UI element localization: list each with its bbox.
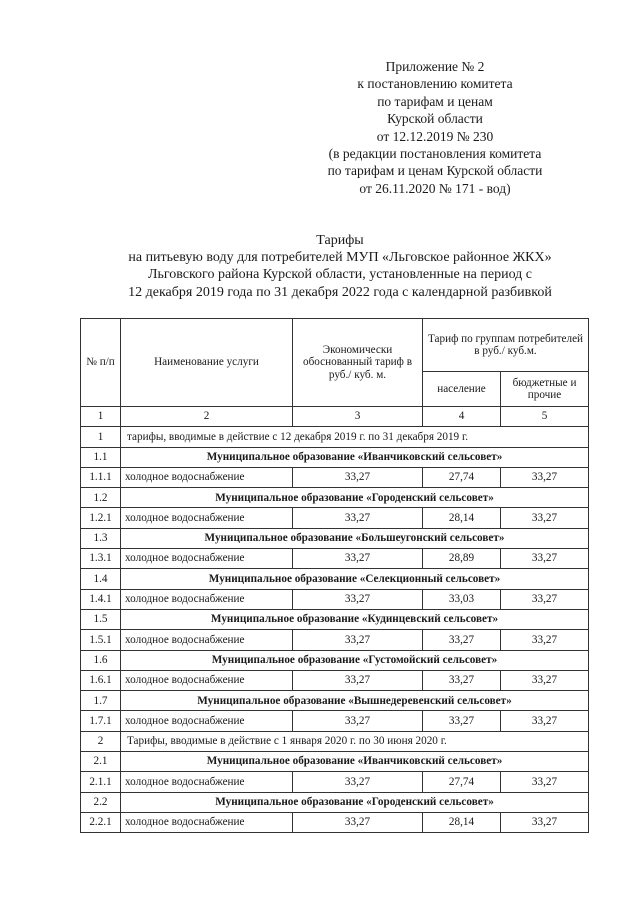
- title-line: Тарифы: [316, 233, 364, 248]
- budget-tariff-value: 33,27: [501, 812, 589, 832]
- column-number: 4: [423, 407, 501, 427]
- municipality-row: [81, 691, 589, 711]
- tariff-table: [80, 318, 589, 833]
- row-number: 1.3: [81, 528, 121, 548]
- table-row: [81, 630, 589, 650]
- row-number: 2: [81, 731, 121, 751]
- appendix-line: по тарифам и ценам Курской области: [327, 163, 543, 179]
- row-number: 2.1.1: [81, 772, 121, 792]
- document-title: [60, 232, 620, 301]
- municipality-row: [81, 792, 589, 812]
- municipality-name: Муниципальное образование «Селекционный сельсовет»: [121, 569, 589, 589]
- municipality-name: Муниципальное образование «Иванчиковский сельсовет»: [121, 752, 589, 772]
- table-row: [81, 508, 589, 528]
- row-number: 1.2.1: [81, 508, 121, 528]
- header-population: население: [423, 372, 501, 407]
- header-econ-tariff: Экономически обоснованный тариф в руб./ куб. м.: [293, 319, 423, 407]
- title-line: Льговского района Курской области, установленные на период с: [147, 267, 533, 283]
- appendix-line: от 26.11.2020 № 171 - вод): [359, 180, 511, 196]
- municipality-name: Муниципальное образование «Кудинцевский сельсовет»: [121, 609, 589, 629]
- budget-tariff-value: 33,27: [501, 670, 589, 690]
- service-name: холодное водоснабжение: [121, 467, 293, 487]
- population-tariff-value: 33,03: [423, 589, 501, 609]
- service-name: холодное водоснабжение: [121, 589, 293, 609]
- population-tariff-value: 33,27: [423, 630, 501, 650]
- service-name: холодное водоснабжение: [121, 711, 293, 731]
- econ-tariff-value: 33,27: [293, 630, 423, 650]
- column-number: 3: [293, 407, 423, 427]
- service-name: холодное водоснабжение: [121, 630, 293, 650]
- population-tariff-value: 33,27: [423, 711, 501, 731]
- header-num: № п/п: [81, 319, 121, 407]
- population-tariff-value: 28,89: [423, 549, 501, 569]
- row-number: 2.1: [81, 752, 121, 772]
- municipality-name: Муниципальное образование «Вышнедеревенский сельсовет»: [121, 691, 589, 711]
- service-name: холодное водоснабжение: [121, 549, 293, 569]
- service-name: холодное водоснабжение: [121, 772, 293, 792]
- appendix-line: к постановлению комитета: [357, 76, 513, 92]
- municipality-row: [81, 528, 589, 548]
- budget-tariff-value: 33,27: [501, 630, 589, 650]
- municipality-row: [81, 447, 589, 467]
- municipality-name: Муниципальное образование «Густомойский сельсовет»: [121, 650, 589, 670]
- row-number: 1.3.1: [81, 549, 121, 569]
- service-name: холодное водоснабжение: [121, 508, 293, 528]
- population-tariff-value: 28,14: [423, 508, 501, 528]
- population-tariff-value: 27,74: [423, 467, 501, 487]
- row-number: 1.5: [81, 609, 121, 629]
- service-name: холодное водоснабжение: [121, 812, 293, 832]
- appendix-line: Курской области: [387, 111, 483, 127]
- municipality-name: Муниципальное образование «Большеугонский сельсовет»: [121, 528, 589, 548]
- table-row: [81, 812, 589, 832]
- population-tariff-value: 27,74: [423, 772, 501, 792]
- municipality-row: [81, 569, 589, 589]
- column-number: 1: [81, 407, 121, 427]
- appendix-line: Приложение № 2: [385, 59, 485, 74]
- municipality-name: Муниципальное образование «Городенский сельсовет»: [121, 792, 589, 812]
- column-numbers-row: [81, 407, 589, 427]
- service-name: холодное водоснабжение: [121, 670, 293, 690]
- row-number: 2.2: [81, 792, 121, 812]
- period-row: [81, 731, 589, 751]
- header-group-tariff: Тариф по группам потребителей в руб./ куб.м.: [423, 319, 589, 372]
- row-number: 1.7.1: [81, 711, 121, 731]
- municipality-row: [81, 650, 589, 670]
- title-line: 12 декабря 2019 года по 31 декабря 2022 года с календарной разбивкой: [128, 284, 552, 300]
- appendix-line: по тарифам и ценам: [377, 93, 493, 109]
- table-row: [81, 467, 589, 487]
- population-tariff-value: 33,27: [423, 670, 501, 690]
- row-number: 1.6: [81, 650, 121, 670]
- municipality-name: Муниципальное образование «Городенский сельсовет»: [121, 488, 589, 508]
- appendix-block: [300, 58, 570, 197]
- population-tariff-value: 28,14: [423, 812, 501, 832]
- row-number: 1.7: [81, 691, 121, 711]
- header-budget: бюджетные и прочие: [501, 372, 589, 407]
- econ-tariff-value: 33,27: [293, 670, 423, 690]
- budget-tariff-value: 33,27: [501, 467, 589, 487]
- row-number: 1: [81, 427, 121, 447]
- row-number: 1.1.1: [81, 467, 121, 487]
- econ-tariff-value: 33,27: [293, 508, 423, 528]
- budget-tariff-value: 33,27: [501, 549, 589, 569]
- row-number: 1.2: [81, 488, 121, 508]
- table-row: [81, 772, 589, 792]
- table-row: [81, 589, 589, 609]
- budget-tariff-value: 33,27: [501, 508, 589, 528]
- econ-tariff-value: 33,27: [293, 772, 423, 792]
- budget-tariff-value: 33,27: [501, 589, 589, 609]
- table-row: [81, 670, 589, 690]
- econ-tariff-value: 33,27: [293, 549, 423, 569]
- econ-tariff-value: 33,27: [293, 812, 423, 832]
- municipality-row: [81, 752, 589, 772]
- period-title: Тарифы, вводимые в действие с 1 января 2020 г. по 30 июня 2020 г.: [121, 731, 589, 751]
- municipality-row: [81, 488, 589, 508]
- row-number: 1.6.1: [81, 670, 121, 690]
- econ-tariff-value: 33,27: [293, 467, 423, 487]
- title-line: на питьевую воду для потребителей МУП «Льговское районное ЖКХ»: [128, 250, 552, 266]
- row-number: 1.4: [81, 569, 121, 589]
- econ-tariff-value: 33,27: [293, 711, 423, 731]
- period-title: тарифы, вводимые в действие с 12 декабря 2019 г. по 31 декабря 2019 г.: [121, 427, 589, 447]
- column-number: 2: [121, 407, 293, 427]
- appendix-line: от 12.12.2019 № 230: [376, 128, 494, 144]
- budget-tariff-value: 33,27: [501, 772, 589, 792]
- econ-tariff-value: 33,27: [293, 589, 423, 609]
- table-row: [81, 549, 589, 569]
- column-number: 5: [501, 407, 589, 427]
- row-number: 1.1: [81, 447, 121, 467]
- municipality-name: Муниципальное образование «Иванчиковский сельсовет»: [121, 447, 589, 467]
- budget-tariff-value: 33,27: [501, 711, 589, 731]
- header-service: Наименование услуги: [121, 319, 293, 407]
- row-number: 1.4.1: [81, 589, 121, 609]
- period-row: [81, 427, 589, 447]
- table-row: [81, 711, 589, 731]
- municipality-row: [81, 609, 589, 629]
- row-number: 1.5.1: [81, 630, 121, 650]
- appendix-line: (в редакции постановления комитета: [328, 146, 542, 162]
- row-number: 2.2.1: [81, 812, 121, 832]
